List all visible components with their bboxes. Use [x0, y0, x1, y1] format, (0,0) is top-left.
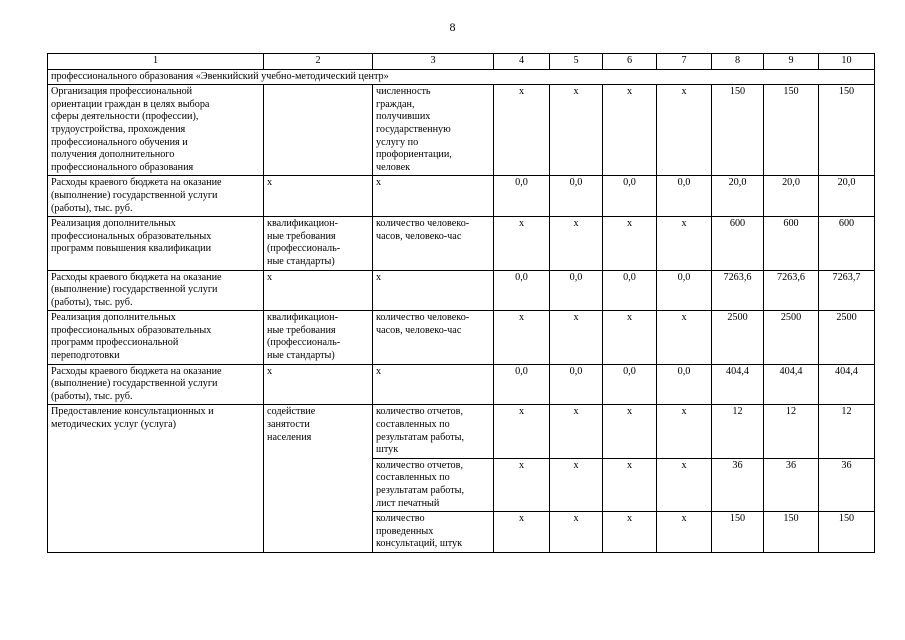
value-cell: 36 — [712, 458, 764, 511]
value-cell: 7263,6 — [712, 270, 764, 311]
value-cell: 12 — [712, 405, 764, 458]
value-cell: 150 — [764, 85, 819, 176]
value-cell: х — [550, 458, 603, 511]
value-cell: 600 — [819, 217, 875, 270]
content-cell: квалификацион- ные требования (профессиональ- ные стандарты) — [264, 311, 373, 364]
value-cell: х — [550, 405, 603, 458]
value-cell: х — [603, 405, 657, 458]
indicator-cell: количество отчетов, составленных по результатам работы, лист печатный — [373, 458, 494, 511]
value-cell: х — [657, 85, 712, 176]
header-cell: 10 — [819, 54, 875, 70]
value-cell: 0,0 — [494, 364, 550, 405]
header-cell: 7 — [657, 54, 712, 70]
service-name-cell: Расходы краевого бюджета на оказание (выполнение) государственной услуги (работы), тыс. руб. — [48, 270, 264, 311]
value-cell: 404,4 — [819, 364, 875, 405]
value-cell: х — [603, 458, 657, 511]
service-name-cell: Организация профессиональной ориентации граждан в целях выбора сферы деятельности (профессии), трудоустройства, прохождения профессионального обучения и получения дополнительного профессионального образования — [48, 85, 264, 176]
table-row — [48, 270, 875, 311]
indicator-cell: количество человеко- часов, человеко-час — [373, 217, 494, 270]
value-cell: х — [657, 217, 712, 270]
value-cell: 0,0 — [657, 364, 712, 405]
table-row — [48, 405, 875, 458]
service-name-cell: Реализация дополнительных профессиональных образовательных программ профессиональной переподготовки — [48, 311, 264, 364]
value-cell: 7263,6 — [764, 270, 819, 311]
value-cell: 0,0 — [550, 364, 603, 405]
indicator-cell: количество проведенных консультаций, штук — [373, 512, 494, 553]
value-cell: 2500 — [764, 311, 819, 364]
value-cell: 20,0 — [819, 176, 875, 217]
content-cell: х — [264, 270, 373, 311]
header-cell: 4 — [494, 54, 550, 70]
indicator-cell: численность граждан, получивших государственную услугу по профориентации, человек — [373, 85, 494, 176]
value-cell: 2500 — [819, 311, 875, 364]
indicator-cell: х — [373, 176, 494, 217]
section-title: профессионального образования «Эвенкийский учебно-методический центр» — [48, 69, 875, 85]
content-cell — [264, 85, 373, 176]
value-cell: 0,0 — [550, 270, 603, 311]
value-cell: х — [550, 512, 603, 553]
table-row — [48, 311, 875, 364]
value-cell: х — [603, 512, 657, 553]
value-cell: х — [657, 405, 712, 458]
value-cell: х — [657, 512, 712, 553]
value-cell: х — [603, 85, 657, 176]
service-name-cell: Реализация дополнительных профессиональных образовательных программ повышения квалификации — [48, 217, 264, 270]
service-name-cell: Расходы краевого бюджета на оказание (выполнение) государственной услуги (работы), тыс. руб. — [48, 176, 264, 217]
table-row — [48, 217, 875, 270]
content-cell: х — [264, 176, 373, 217]
value-cell: 0,0 — [494, 176, 550, 217]
value-cell: 600 — [712, 217, 764, 270]
indicator-cell: количество человеко- часов, человеко-час — [373, 311, 494, 364]
content-cell: х — [264, 364, 373, 405]
value-cell: 36 — [819, 458, 875, 511]
header-cell: 6 — [603, 54, 657, 70]
content-cell: квалификацион- ные требования (профессиональ- ные стандарты) — [264, 217, 373, 270]
table-row — [48, 85, 875, 176]
indicator-cell: количество отчетов, составленных по результатам работы, штук — [373, 405, 494, 458]
header-row — [48, 54, 875, 70]
value-cell: х — [657, 311, 712, 364]
value-cell: х — [494, 405, 550, 458]
value-cell: х — [603, 311, 657, 364]
value-cell: 150 — [819, 85, 875, 176]
value-cell: 12 — [764, 405, 819, 458]
value-cell: 404,4 — [712, 364, 764, 405]
indicator-cell: х — [373, 270, 494, 311]
section-row — [48, 69, 875, 85]
value-cell: 0,0 — [657, 176, 712, 217]
table-row — [48, 176, 875, 217]
header-cell: 9 — [764, 54, 819, 70]
page-number: 8 — [449, 20, 456, 34]
indicator-cell: х — [373, 364, 494, 405]
header-cell: 5 — [550, 54, 603, 70]
value-cell: х — [494, 85, 550, 176]
service-name-cell: Расходы краевого бюджета на оказание (выполнение) государственной услуги (работы), тыс. руб. — [48, 364, 264, 405]
value-cell: 0,0 — [603, 364, 657, 405]
value-cell: 150 — [764, 512, 819, 553]
value-cell: 36 — [764, 458, 819, 511]
value-cell: х — [494, 311, 550, 364]
value-cell: х — [550, 311, 603, 364]
content-cell: содействие занятости населения — [264, 405, 373, 553]
value-cell: 12 — [819, 405, 875, 458]
value-cell: х — [494, 217, 550, 270]
value-cell: 7263,7 — [819, 270, 875, 311]
value-cell: 150 — [712, 512, 764, 553]
value-cell: 150 — [712, 85, 764, 176]
value-cell: 150 — [819, 512, 875, 553]
value-cell: х — [603, 217, 657, 270]
service-name-cell: Предоставление консультационных и методических услуг (услуга) — [48, 405, 264, 553]
value-cell: х — [550, 85, 603, 176]
value-cell: х — [494, 458, 550, 511]
header-cell: 3 — [373, 54, 494, 70]
value-cell: 0,0 — [657, 270, 712, 311]
value-cell: 404,4 — [764, 364, 819, 405]
value-cell: 0,0 — [603, 270, 657, 311]
value-cell: 0,0 — [494, 270, 550, 311]
value-cell: х — [657, 458, 712, 511]
value-cell: х — [494, 512, 550, 553]
header-cell: 8 — [712, 54, 764, 70]
value-cell: 0,0 — [550, 176, 603, 217]
value-cell: 20,0 — [712, 176, 764, 217]
header-cell: 2 — [264, 54, 373, 70]
header-cell: 1 — [48, 54, 264, 70]
value-cell: 20,0 — [764, 176, 819, 217]
value-cell: 0,0 — [603, 176, 657, 217]
indicators-table — [47, 53, 875, 553]
value-cell: 600 — [764, 217, 819, 270]
table-row — [48, 364, 875, 405]
value-cell: 2500 — [712, 311, 764, 364]
value-cell: х — [550, 217, 603, 270]
